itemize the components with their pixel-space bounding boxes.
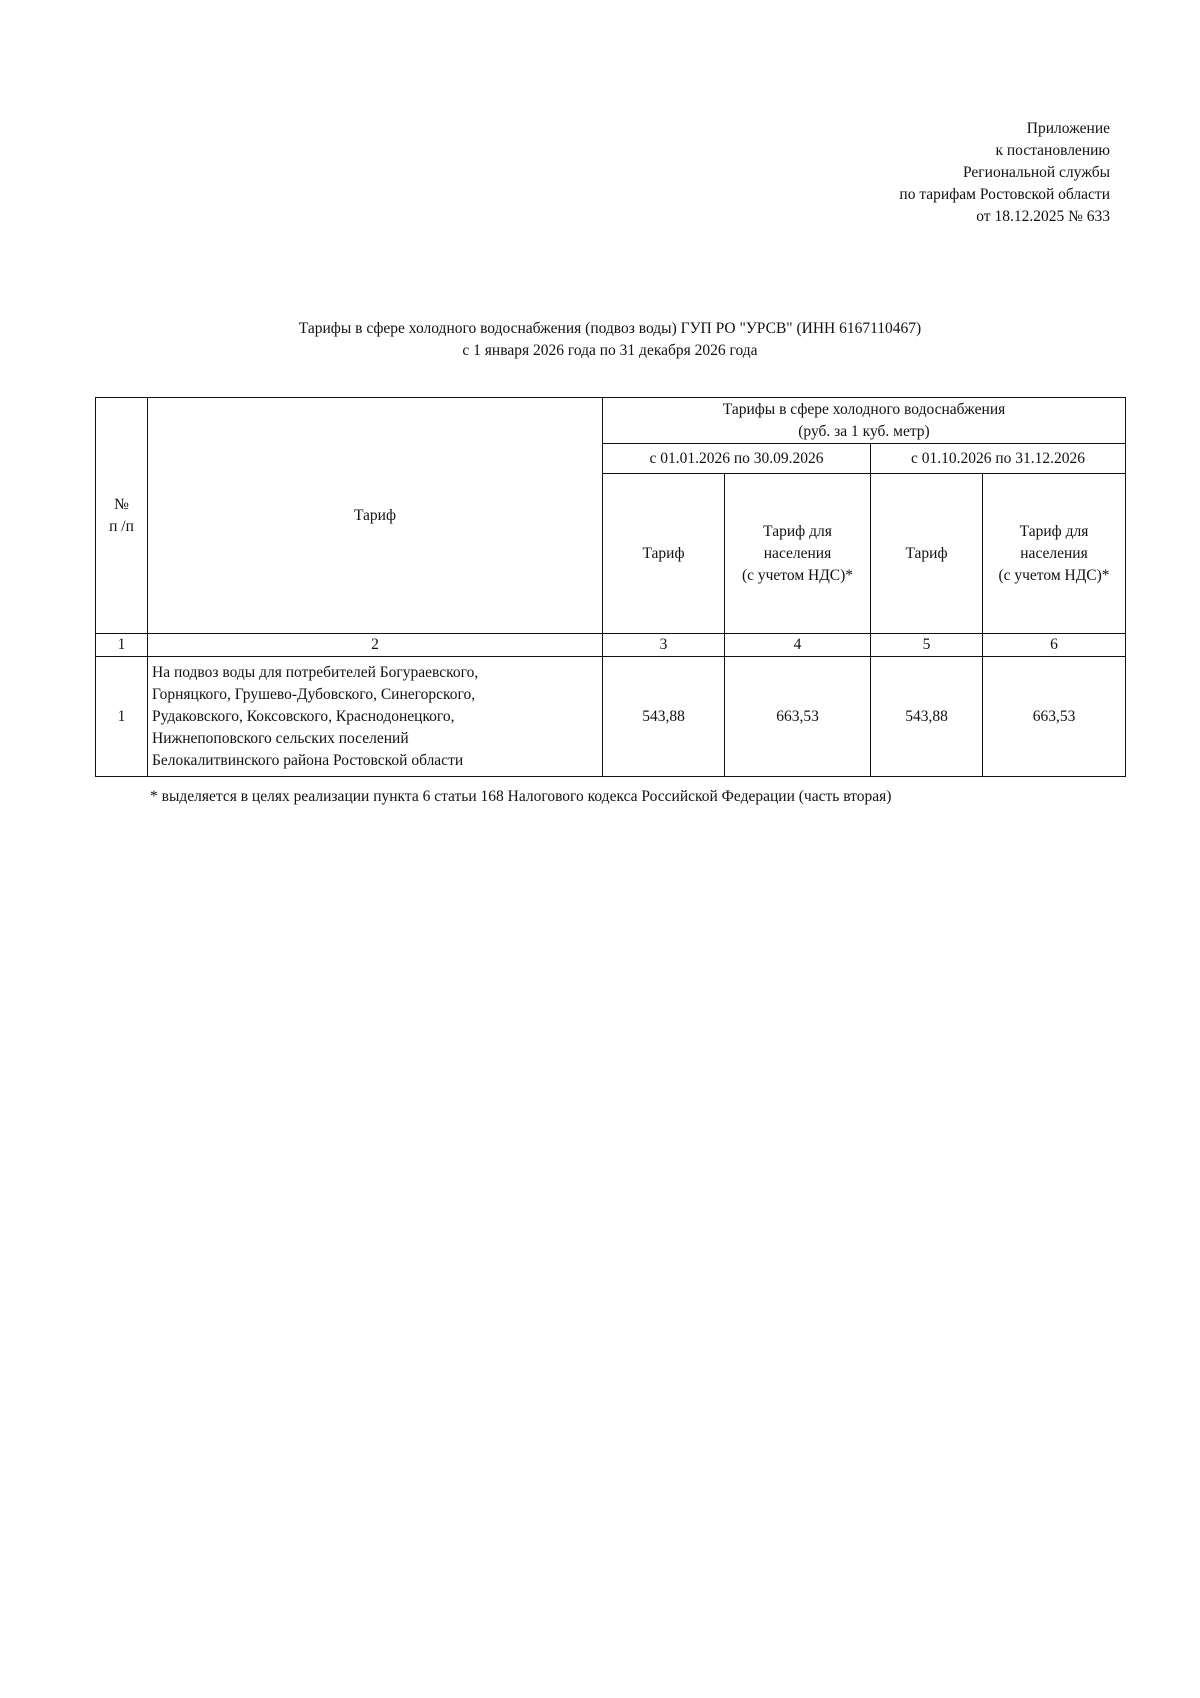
header-period-1: с 01.01.2026 по 30.09.2026	[603, 444, 871, 474]
appendix-line: Региональной службы	[963, 164, 1110, 181]
document-title	[95, 318, 1125, 362]
appendix-line: по тарифам Ростовской области	[899, 186, 1110, 203]
header-period-2: с 01.10.2026 по 31.12.2026	[871, 444, 1126, 474]
row-p1-population: 663,53	[725, 657, 871, 777]
header-num: № п /п	[96, 398, 148, 634]
row-p2-population: 663,53	[983, 657, 1126, 777]
row-description: На подвоз воды для потребителей Богураевского, Горняцкого, Грушево-Дубовского, Синегорского, Рудаковского, Коксовского, Краснодонецкого, Нижнепоповского сельских поселений Белокалитвинского района Ростовской области	[148, 657, 603, 777]
header-p2-tariff: Тариф	[871, 474, 983, 634]
document-title-line2: с 1 января 2026 года по 31 декабря 2026 года	[462, 342, 758, 359]
document-title-line1: Тарифы в сфере холодного водоснабжения (подвоз воды) ГУП РО "УРСВ" (ИНН 6167110467)	[298, 320, 922, 337]
appendix-header	[899, 118, 1110, 228]
header-p1-population: Тариф для населения (с учетом НДС)*	[725, 474, 871, 634]
column-number: 3	[603, 634, 725, 657]
header-p1-tariff: Тариф	[603, 474, 725, 634]
row-p1-tariff: 543,88	[603, 657, 725, 777]
row-p2-tariff: 543,88	[871, 657, 983, 777]
row-num: 1	[96, 657, 148, 777]
appendix-line: к постановлению	[995, 142, 1110, 159]
footnote: * выделяется в целях реализации пункта 6 статьи 168 Налогового кодекса Российской Федерации (часть вторая)	[150, 788, 892, 805]
appendix-line: от 18.12.2025 № 633	[976, 208, 1110, 225]
column-number: 4	[725, 634, 871, 657]
appendix-line: Приложение	[1026, 120, 1110, 137]
column-number: 5	[871, 634, 983, 657]
header-row-1	[96, 398, 1126, 444]
table-row	[96, 657, 1126, 777]
column-number-row	[96, 634, 1126, 657]
column-number: 2	[148, 634, 603, 657]
header-p2-population: Тариф для населения (с учетом НДС)*	[983, 474, 1126, 634]
header-tariff: Тариф	[148, 398, 603, 634]
header-group: Тарифы в сфере холодного водоснабжения (руб. за 1 куб. метр)	[603, 398, 1126, 444]
tariff-table	[95, 397, 1126, 777]
column-number: 1	[96, 634, 148, 657]
column-number: 6	[983, 634, 1126, 657]
